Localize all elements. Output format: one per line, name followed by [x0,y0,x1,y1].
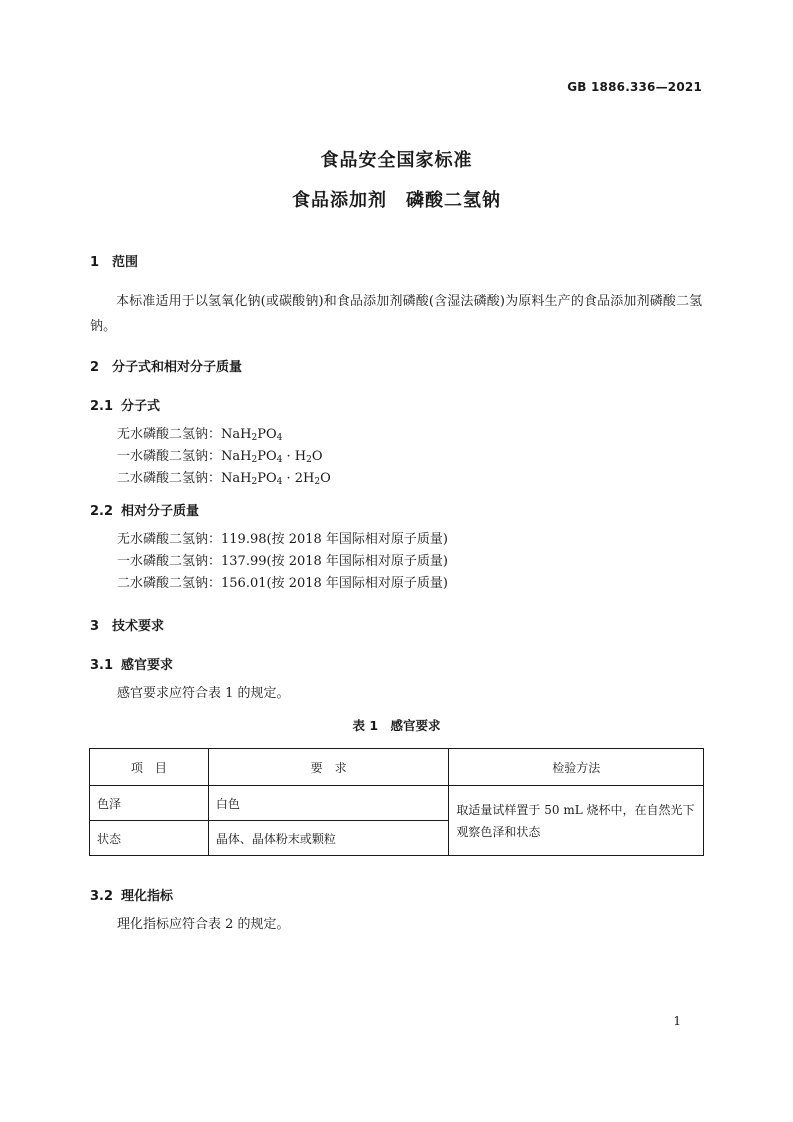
section-title: 分子式 [121,399,161,414]
section-3-2-heading [90,885,173,904]
sensory-requirements-table [89,748,704,856]
formula-part: O [320,471,331,486]
section-title: 范围 [112,255,139,270]
section-1-heading [90,251,138,270]
subscript: 2 [306,455,312,465]
table-cell-item: 色泽 [90,786,209,821]
subscript: 4 [276,455,283,465]
table-header-cell: 要 求 [208,749,449,786]
table-row [90,786,704,821]
section-title: 相对分子质量 [121,504,200,519]
document-title: 食品安全国家标准 [320,150,473,171]
subscript: 2 [251,455,258,465]
subscript: 2 [251,477,258,487]
section-number: 2.2 [90,504,114,519]
formula-part: · H [282,449,307,464]
formula-part: PO [257,471,277,486]
table-header-cell: 项 目 [90,749,209,786]
section-3-1-heading [90,654,173,673]
section-2-1-heading [90,395,160,414]
section-number: 3.1 [90,658,114,673]
document-subtitle: 食品添加剂 磷酸二氢钠 [292,190,501,211]
molecular-mass-line: 无水磷酸二氢钠：119.98(按 2018 年国际相对原子质量) [117,532,448,547]
molecular-mass-line: 二水磷酸二氢钠：156.01(按 2018 年国际相对原子质量) [117,576,448,591]
section-number: 2 [90,360,100,375]
table-cell-requirement: 白色 [208,786,449,821]
section-title: 分子式和相对分子质量 [112,360,243,375]
formula-line-dihydrate [117,466,331,495]
table-1-caption: 表 1 感官要求 [352,718,441,733]
section-3-heading [90,615,164,634]
subscript: 4 [276,433,283,443]
formula-label: 无水磷酸二氢钠：NaH [117,427,252,442]
formula-part: O [311,449,323,464]
formula-label: 一水磷酸二氢钠：NaH [117,449,252,464]
table-header-cell: 检验方法 [449,749,704,786]
subscript: 4 [276,477,283,487]
table-cell-item: 状态 [90,821,209,856]
molecular-mass-line: 一水磷酸二氢钠：137.99(按 2018 年国际相对原子质量) [117,554,448,569]
table-cell-requirement: 晶体、晶体粉末或颗粒 [208,821,449,856]
standard-number: GB 1886.336—2021 [567,80,702,94]
section-2-heading [90,356,242,375]
formula-part: · 2H [282,471,315,486]
section-number: 1 [90,255,100,270]
page-number: 1 [673,1014,681,1028]
section-number: 3 [90,619,100,634]
formula-part: PO [257,449,277,464]
formula-part: PO [257,427,277,442]
section-3-2-paragraph: 理化指标应符合表 2 的规定。 [117,917,290,932]
formula-label: 二水磷酸二氢钠：NaH [117,471,252,486]
section-number: 2.1 [90,399,114,414]
section-number: 3.2 [90,889,114,904]
section-3-1-paragraph: 感官要求应符合表 1 的规定。 [117,686,290,701]
table-header-row [90,749,704,786]
section-title: 技术要求 [112,619,165,634]
section-title: 理化指标 [121,889,174,904]
subscript: 2 [251,433,258,443]
table-cell-method: 取适量试样置于 50 mL 烧杯中，在自然光下观察色泽和状态 [449,786,704,856]
subscript: 2 [314,477,321,487]
section-title: 感官要求 [121,658,174,673]
section-1-paragraph: 本标准适用于以氢氧化钠(或碳酸钠)和食品添加剂磷酸(含湿法磷酸)为原料生产的食品添加剂磷酸二氢钠。 [90,294,703,334]
section-2-2-heading [90,500,199,519]
